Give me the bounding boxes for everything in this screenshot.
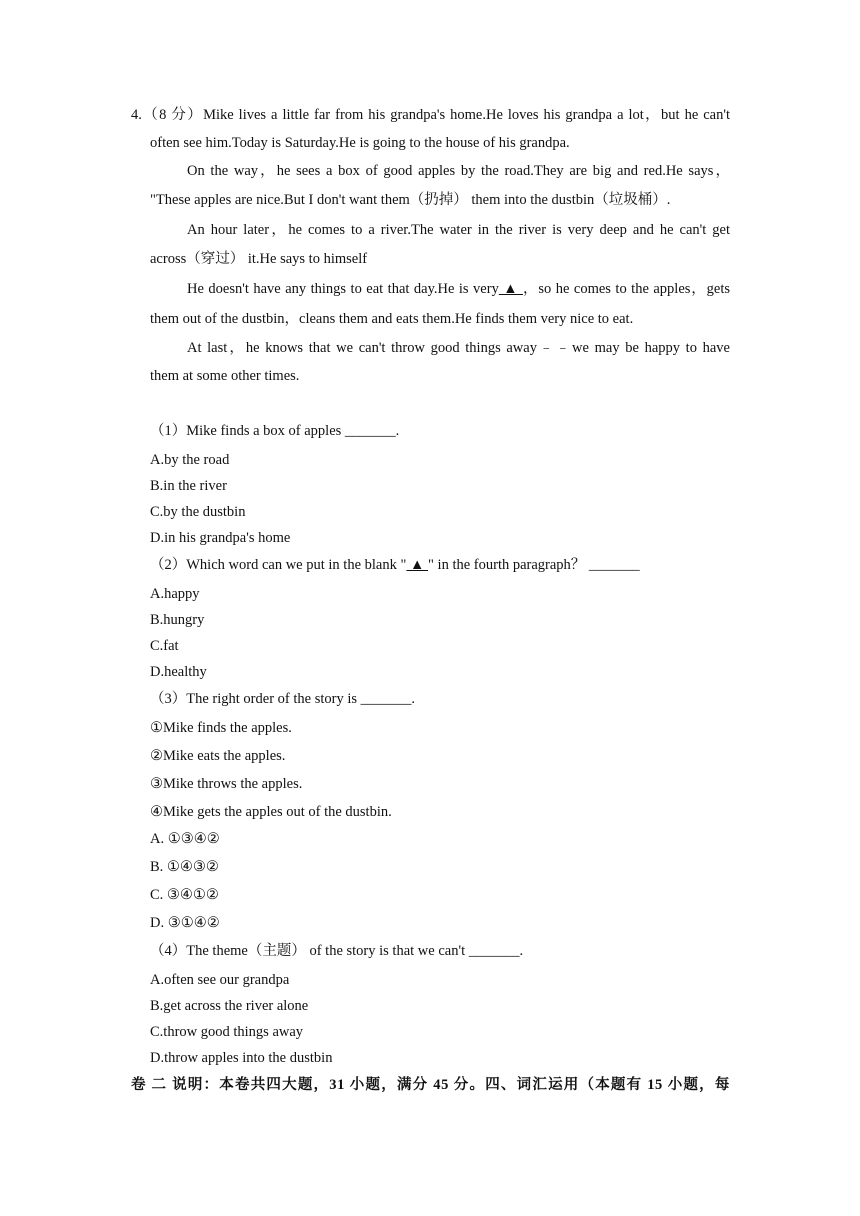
- q2-option-a[interactable]: A.happy: [150, 586, 200, 602]
- q3-option-a[interactable]: A. ①③④②: [150, 831, 220, 847]
- answer-blank-triangle: ▲: [498, 281, 523, 297]
- q1-option-b[interactable]: B.in the river: [150, 478, 227, 494]
- q1-option-a[interactable]: A.by the road: [150, 452, 230, 468]
- passage-p5-line-1: At last，he knows that we can't throw good things away﹣﹣we may be happy to have: [187, 340, 730, 356]
- passage-p4-line-1: [187, 279, 730, 299]
- passage-p5-line-2: them at some other times.: [150, 368, 300, 384]
- question-text-1: Mike lives a little far from his grandpa's home.He loves his grandpa a lot，but he can't: [203, 107, 731, 123]
- passage-p4-text-b: ，so he comes to the apples，gets: [523, 281, 730, 297]
- q4-option-a[interactable]: A.often see our grandpa: [150, 972, 290, 988]
- question-line-1: [131, 105, 730, 125]
- q3-option-b[interactable]: B. ①④③②: [150, 859, 219, 875]
- q3-event-1: ①Mike finds the apples.: [150, 720, 292, 736]
- q2-option-d[interactable]: D.healthy: [150, 664, 207, 680]
- q4-option-c[interactable]: C.throw good things away: [150, 1024, 304, 1040]
- passage-p2-line-2: "These apples are nice.But I don't want them（扔掉） them into the dustbin（垃圾桶）.: [150, 192, 671, 208]
- q1-option-d[interactable]: D.in his grandpa's home: [150, 530, 291, 546]
- q1-stem: （1）Mike finds a box of apples _______.: [150, 423, 400, 439]
- section-header: 卷 二 说明：本卷共四大题，31 小题，满分 45 分。四、词汇运用（本题有 15 小题，每: [131, 1077, 730, 1093]
- q2-blank-triangle: ▲: [406, 557, 428, 573]
- question-number-score: 4.（8 分）: [131, 107, 204, 123]
- q2-stem-text-a: （2）Which word can we put in the blank ": [150, 557, 407, 573]
- q4-stem: （4）The theme（主题） of the story is that we can't _______.: [150, 943, 524, 959]
- passage-p3-line-1: An hour later，he comes to a river.The water in the river is very deep and he can't get: [187, 222, 730, 238]
- q3-event-2: ②Mike eats the apples.: [150, 748, 286, 764]
- q2-option-b[interactable]: B.hungry: [150, 612, 205, 628]
- passage-p4-line-2: them out of the dustbin，cleans them and eats them.He finds them very nice to eat.: [150, 311, 634, 327]
- passage-p4-text-a: He doesn't have any things to eat that day.He is very: [187, 281, 499, 297]
- q4-option-d[interactable]: D.throw apples into the dustbin: [150, 1050, 333, 1066]
- q1-option-c[interactable]: C.by the dustbin: [150, 504, 246, 520]
- passage-p2-line-1: On the way，he sees a box of good apples by the road.They are big and red.He says，: [187, 163, 730, 179]
- q3-event-3: ③Mike throws the apples.: [150, 776, 303, 792]
- q4-option-b[interactable]: B.get across the river alone: [150, 998, 309, 1014]
- q3-option-d[interactable]: D. ③①④②: [150, 915, 220, 931]
- question-line-2: often see him.Today is Saturday.He is going to the house of his grandpa.: [150, 135, 570, 151]
- q3-option-c[interactable]: C. ③④①②: [150, 887, 219, 903]
- q2-stem: [150, 555, 640, 575]
- q2-stem-text-b: " in the fourth paragraph？ _______: [428, 557, 640, 573]
- q3-stem: （3）The right order of the story is _______.: [150, 691, 415, 707]
- passage-p3-line-2: across（穿过） it.He says to himself: [150, 251, 368, 267]
- q2-option-c[interactable]: C.fat: [150, 638, 179, 654]
- q3-event-4: ④Mike gets the apples out of the dustbin.: [150, 804, 392, 820]
